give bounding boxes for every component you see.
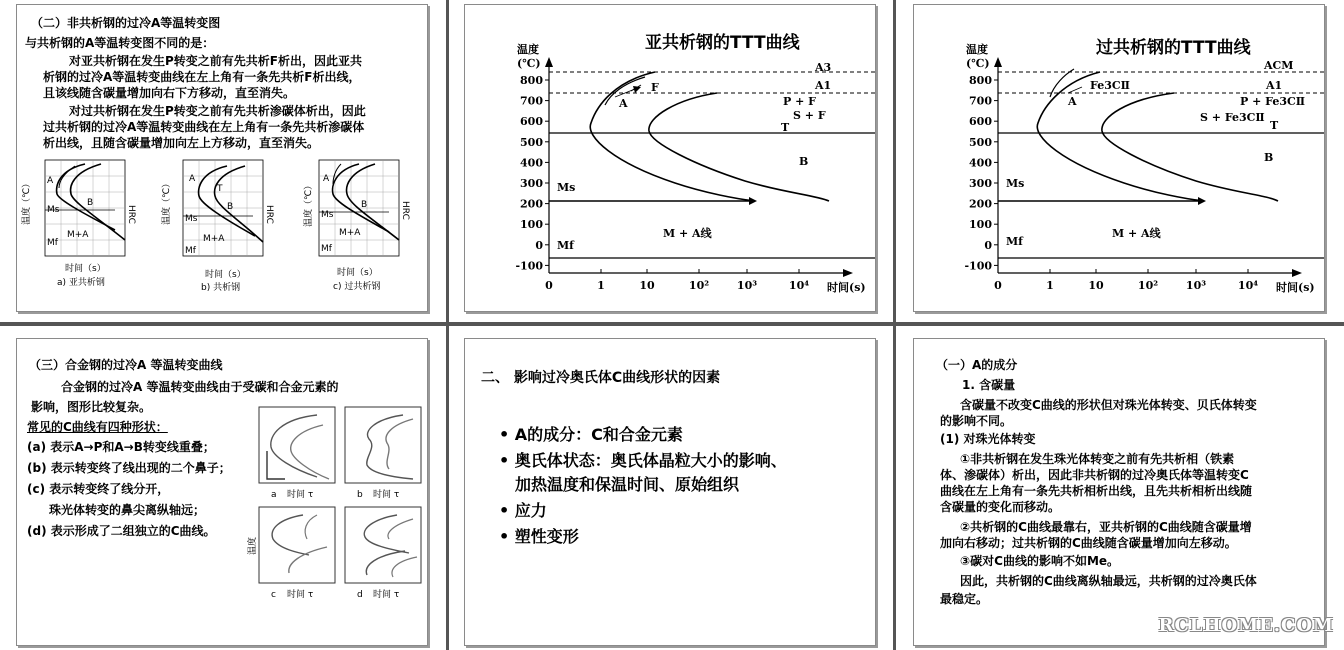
slide-3-label-t: T xyxy=(1270,119,1279,132)
slide-5-heading: 二、 影响过冷奥氏体C曲线形状的因素 xyxy=(481,370,721,386)
slide-1-para2-line3: 析出线，且随含碳量增加向左上方移动，直至消失。 xyxy=(43,136,320,150)
slide-3-title: 过共析钢的TTT曲线 xyxy=(1096,38,1251,58)
fig-b-label-t: T xyxy=(217,184,223,194)
slide-2-ylabel-2: (℃) xyxy=(517,57,541,70)
slide-2-label-a1: A1 xyxy=(815,79,832,92)
fig-b-label-a: A xyxy=(189,174,196,184)
shape-a-caption: a xyxy=(271,490,277,500)
slide-3-ytick-1: 700 xyxy=(969,94,992,108)
slide-1-title: （二）非共析钢的过冷A等温转变图 xyxy=(31,16,221,30)
slide-3-ylabel-1: 温度 xyxy=(966,43,988,56)
slide-1-para1-line1: 对亚共析钢在发生P转变之前有先共析F析出，因此亚共 xyxy=(69,54,362,68)
slide-3-label-mf: Mf xyxy=(1006,235,1023,248)
slide-4-title: （三）合金钢的过冷A 等温转变曲线 xyxy=(29,358,223,372)
fig-c xyxy=(319,160,399,256)
slide-6-h1: （一）A的成分 xyxy=(936,358,1018,372)
slide-2-ytick-0: 800 xyxy=(520,74,543,87)
shape-d xyxy=(345,507,421,583)
slide-3-ytick-3: 500 xyxy=(969,135,992,149)
slide-1-para2-line1: 对过共析钢在发生P转变之前有先共析渗碳体析出，因此 xyxy=(69,104,366,118)
slide-6-line-11: 因此，共析钢的C曲线离纵轴最远，共析钢的过冷奥氏体 xyxy=(960,574,1257,588)
slide-4[interactable] xyxy=(16,338,428,646)
fig-b-ylabel: 温度（℃） xyxy=(162,178,172,225)
fig-a-label-b: B xyxy=(87,198,94,208)
shape-b xyxy=(345,407,421,483)
fig-a-caption: a) 亚共析钢 xyxy=(57,278,105,288)
slide-4-shapes xyxy=(17,339,427,645)
slide-3-label-a1: A1 xyxy=(1266,79,1283,92)
slide-3-chart xyxy=(914,5,1324,311)
slide-4-para-line1: 合金钢的过冷A 等温转变曲线由于受碳和合金元素的 xyxy=(61,380,339,394)
fig-c-caption: c) 过共析钢 xyxy=(333,282,381,292)
slide-3-label-fe3c: Fe3CⅡ xyxy=(1090,79,1130,92)
slide-1-para2-line2: 过共析钢的过冷A等温转变曲线在左上角有一条先共析渗碳体 xyxy=(43,120,365,134)
slide-1-para1-line3: 且该线随含碳量增加向右下方移动，直至消失。 xyxy=(43,86,296,100)
slide-3[interactable] xyxy=(913,4,1325,312)
fig-b-label-ms: Ms xyxy=(185,214,198,224)
slide-2-label-sf: S + F xyxy=(793,109,826,122)
shape-a xyxy=(259,407,335,483)
shape-c-caption: c xyxy=(271,590,276,600)
slide-2-ytick-6: 200 xyxy=(520,197,543,211)
slide-2-label-b: B xyxy=(799,155,809,168)
slide-6-line-10: ③碳对C曲线的影响不如Me。 xyxy=(960,554,1120,568)
slide-3-ylabel-2: (℃) xyxy=(966,57,990,70)
slide-6-line-8: ②共析钢的C曲线最靠右，亚共析钢的C曲线随含碳量增 xyxy=(960,520,1252,534)
slide-3-xlabel: 时间(s) xyxy=(1276,281,1315,294)
shape-c xyxy=(259,507,335,583)
slide-3-label-sfe: S + Fe3CⅡ xyxy=(1200,111,1265,124)
fig-b-label-b: B xyxy=(227,202,234,212)
slide-3-ytick-0: 800 xyxy=(969,74,992,87)
slide-6-line-6: 曲线在左上角有一条先共析相析出线，且先共析相析出线随 xyxy=(940,484,1253,498)
slide-3-ytick-9: -100 xyxy=(964,259,992,273)
slide-4-item-3: (c) 表示转变终了线分开， xyxy=(27,482,170,496)
slide-4-subtitle: 常见的C曲线有四种形状： xyxy=(27,420,168,434)
slide-3-ytick-8: 0 xyxy=(984,238,992,252)
slide-5-bullet-2-text: 奥氏体状态：奥氏体晶粒大小的影响、 xyxy=(514,451,787,470)
fig-b-hrc: HRC xyxy=(264,205,274,224)
slide-3-label-a: A xyxy=(1068,95,1077,108)
slide-2-ytick-5: 300 xyxy=(520,177,543,190)
slide-4-item-5: (d) 表示形成了二组独立的C曲线。 xyxy=(27,524,216,538)
slide-4-para-line2: 影响，图形比较复杂。 xyxy=(31,400,152,414)
fig-a-label-a: A xyxy=(47,176,54,186)
slide-2-label-a3: A3 xyxy=(815,61,832,74)
slide-6-line-12: 最稳定。 xyxy=(940,592,989,606)
slide-4-item-1: (a) 表示A→P和A→B转变线重叠； xyxy=(27,440,215,454)
slide-2-label-f: F xyxy=(651,81,659,94)
slide-3-ytick-4: 400 xyxy=(969,156,992,170)
shape-c-time: 时间 τ xyxy=(287,590,314,600)
col-separator-2 xyxy=(893,0,896,650)
slide-2-ytick-1: 700 xyxy=(520,94,543,108)
slide-2-ytick-9: -100 xyxy=(515,259,543,273)
fig-c-ylabel: 温度（℃） xyxy=(304,180,314,227)
fig-c-label-b: B xyxy=(361,200,368,210)
fig-b-caption: b) 共析钢 xyxy=(201,283,241,293)
slide-2-xtick-1: 1 xyxy=(597,279,605,292)
fig-a-xlabel: 时间（s） xyxy=(65,264,106,274)
slide-2-ylabel-1: 温度 xyxy=(517,43,539,56)
slide-5-bullet-4: • 塑性变形 xyxy=(499,527,579,546)
slide-3-xtick-5: 10⁴ xyxy=(1237,279,1259,292)
slide-2-ytick-4: 400 xyxy=(520,156,543,170)
slide-2-xtick-0: 0 xyxy=(545,279,553,292)
slide-2-chart xyxy=(465,5,875,311)
slide-2-label-ma: M + A线 xyxy=(663,227,712,240)
shape-d-time: 时间 τ xyxy=(373,590,400,600)
slide-3-label-b: B xyxy=(1264,151,1274,164)
slide-2-label-ms: Ms xyxy=(557,181,576,194)
shape-d-caption: d xyxy=(357,590,363,600)
fig-a-ylabel: 温度（℃） xyxy=(22,178,32,225)
slide-2-ytick-7: 100 xyxy=(520,218,543,232)
fig-a-label-mf: Mf xyxy=(47,238,58,248)
slide-5-bullet-1: • A的成分：C和合金元素 xyxy=(499,425,683,444)
shape-b-time: 时间 τ xyxy=(373,490,400,500)
fig-a-label-ms: Ms xyxy=(47,205,60,215)
slide-4-item-2: (b) 表示转变终了线出现的二个鼻子； xyxy=(27,461,231,475)
fig-c-label-a: A xyxy=(323,174,330,184)
slide-6-line-4: ①非共析钢在发生珠光体转变之前有先共析相（铁素 xyxy=(960,452,1235,466)
slide-3-ytick-2: 600 xyxy=(969,115,992,129)
slide-3-xtick-0: 0 xyxy=(994,279,1002,292)
fig-c-hrc: HRC xyxy=(400,201,410,220)
slide-2-label-t: T xyxy=(781,121,790,134)
fig-c-xlabel: 时间（s） xyxy=(337,268,378,278)
slide-2[interactable] xyxy=(464,4,876,312)
slide-6-h2: 1. 含碳量 xyxy=(962,378,1016,392)
slide-3-ytick-7: 100 xyxy=(969,218,992,232)
slide-1-intro: 与共析钢的A等温转变图不同的是： xyxy=(25,36,215,50)
fig-b-label-ma: M+A xyxy=(203,234,225,244)
slide-2-label-pf: P + F xyxy=(783,95,816,108)
shape-a-time: 时间 τ xyxy=(287,490,314,500)
slide-2-xlabel: 时间(s) xyxy=(827,281,866,294)
slide-2-ytick-3: 500 xyxy=(520,135,543,149)
slide-6-line-3: (1) 对珠光体转变 xyxy=(940,432,1036,446)
slide-5-bullet-2: • 奥氏体状态：奥氏体晶粒大小的影响、 xyxy=(499,451,787,470)
slide-3-ytick-6: 200 xyxy=(969,197,992,211)
shape-temp-label: 温度 xyxy=(248,536,258,555)
slide-3-ytick-5: 300 xyxy=(969,177,992,190)
row-separator xyxy=(0,322,1344,326)
slide-2-xtick-5: 10⁴ xyxy=(788,279,810,292)
fig-c-label-ma: M+A xyxy=(339,228,361,238)
slide-5-bullet-1-text: A的成分：C和合金元素 xyxy=(514,425,683,444)
slide-6[interactable] xyxy=(913,338,1325,646)
slide-3-label-ms: Ms xyxy=(1006,177,1025,190)
fig-c-label-ms: Ms xyxy=(321,210,334,220)
slide-6-line-7: 含碳量的变化而移动。 xyxy=(940,500,1061,514)
slide-2-label-a: A xyxy=(619,97,628,110)
slide-1-figures xyxy=(17,5,427,311)
fig-a-hrc: HRC xyxy=(126,205,136,224)
slide-1-para1-line2: 析钢的过冷A等温转变曲线在左上角有一条先共析F析出线， xyxy=(43,70,361,84)
slide-5-bullet-3-text: 应力 xyxy=(514,501,547,520)
slide-3-xtick-4: 10³ xyxy=(1185,279,1207,292)
slide-3-label-ma: M + A线 xyxy=(1112,227,1161,240)
slide-3-label-acm: ACM xyxy=(1264,59,1294,72)
slide-6-line-9: 加向右移动；过共析钢的C曲线随含碳量增加向左移动。 xyxy=(940,536,1237,550)
watermark-text: RCLHOME.COM xyxy=(1158,615,1334,636)
fig-c-label-mf: Mf xyxy=(321,244,332,254)
fig-b-label-mf: Mf xyxy=(185,246,196,256)
slide-5-bullet-4-text: 塑性变形 xyxy=(514,527,579,546)
slide-2-ytick-2: 600 xyxy=(520,115,543,129)
slide-1[interactable] xyxy=(16,4,428,312)
slide-5-bullet-2-cont: 加热温度和保温时间、原始组织 xyxy=(515,475,740,494)
slide-2-label-mf: Mf xyxy=(557,239,574,252)
slide-2-xtick-2: 10 xyxy=(639,279,655,292)
slide-2-xtick-3: 10² xyxy=(688,279,710,292)
fig-b-xlabel: 时间（s） xyxy=(205,270,246,280)
shape-b-caption: b xyxy=(357,490,363,500)
slide-2-xtick-4: 10³ xyxy=(736,279,758,292)
slide-6-line-1: 含碳量不改变C曲线的形状但对珠光体转变、贝氏体转变 xyxy=(960,398,1257,412)
slide-5-bullet-3: • 应力 xyxy=(499,501,547,520)
slide-2-title: 亚共析钢的TTT曲线 xyxy=(645,33,800,53)
slide-3-xtick-3: 10² xyxy=(1137,279,1159,292)
slide-6-line-5: 体、渗碳体）析出，因此非共析钢的过冷奥氏体等温转变C xyxy=(940,468,1249,482)
slide-4-item-4: 珠光体转变的鼻尖离纵轴远； xyxy=(49,503,206,517)
fig-a-label-ma: M+A xyxy=(67,230,89,240)
slide-2-ytick-8: 0 xyxy=(535,238,543,252)
slide-3-label-pfe: P + Fe3CⅡ xyxy=(1240,95,1306,108)
slide-5[interactable] xyxy=(464,338,876,646)
slide-6-line-2: 的影响不同。 xyxy=(940,414,1013,428)
slide-3-xtick-2: 10 xyxy=(1088,279,1104,292)
slide-3-xtick-1: 1 xyxy=(1046,279,1054,292)
col-separator-1 xyxy=(446,0,449,650)
